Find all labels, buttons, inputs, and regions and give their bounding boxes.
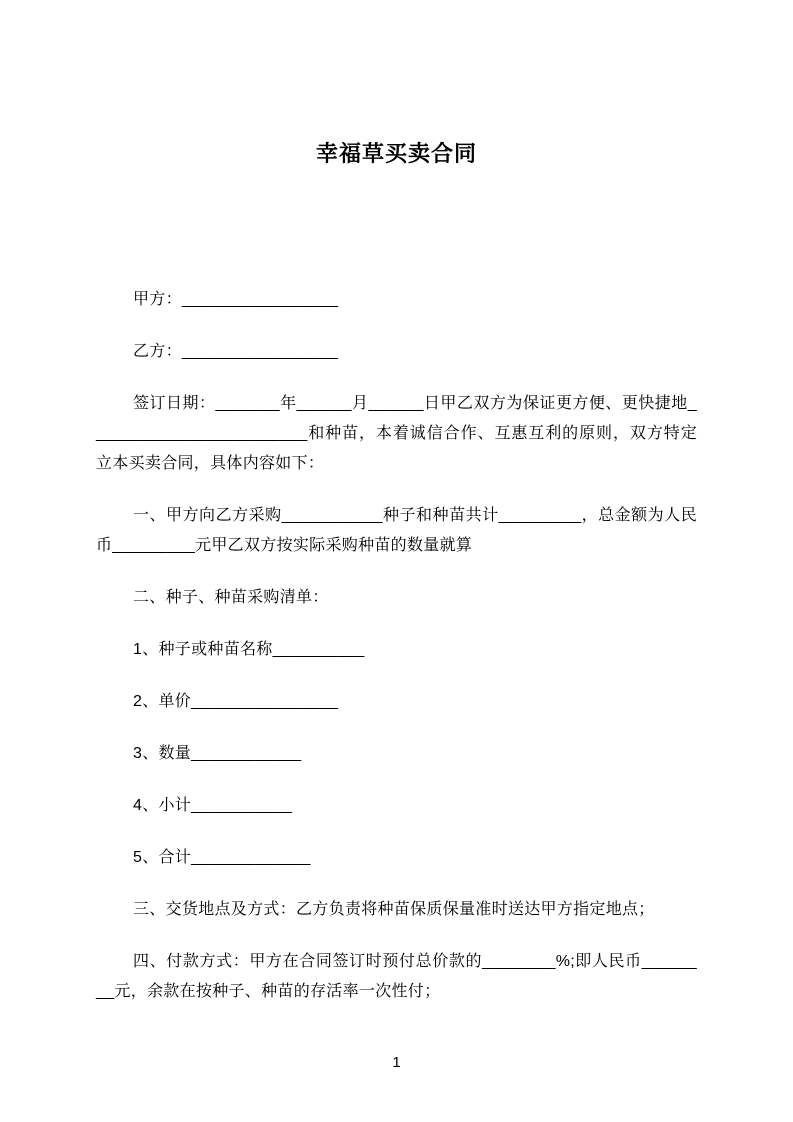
list-item-total: 5、合计_____________ (133, 849, 311, 866)
page-number: 1 (392, 1054, 401, 1071)
clause-4-payment: 四、付款方式：甲方在合同签订时预付总价款的________%;即人民币________元，余款在按种子、种苗的存活率一次性付； (96, 953, 697, 1000)
document-title: 幸福草买卖合同 (315, 141, 477, 166)
list-item-seed-name: 1、种子或种苗名称__________ (133, 641, 365, 658)
list-item-quantity: 3、数量____________ (133, 745, 302, 762)
page-content (96, 137, 697, 1029)
clause-3-delivery: 三、交货地点及方式：乙方负责将种苗保质保量准时送达甲方指定地点； (133, 901, 655, 918)
clause-2-heading: 二、种子、种苗采购清单： (133, 589, 329, 606)
list-item-subtotal: 4、小计___________ (133, 797, 293, 814)
clause-1-purchase: 一、甲方向乙方采购___________种子和种苗共计_________，总金额为人民币_________元甲乙双方按实际采购种苗的数量就算 (96, 507, 697, 554)
intro-paragraph: 签订日期：_______年______月______日甲乙双方为保证更方便、更快捷地________________________和种苗，本着诚信合作、互惠互利的原则，双方特定立本买卖合同，具体内容如下： (96, 395, 697, 472)
party-b-line: 乙方：_________________ (133, 343, 339, 360)
list-item-unit-price: 2、单价________________ (133, 693, 339, 710)
party-a-line: 甲方：_________________ (133, 291, 339, 308)
